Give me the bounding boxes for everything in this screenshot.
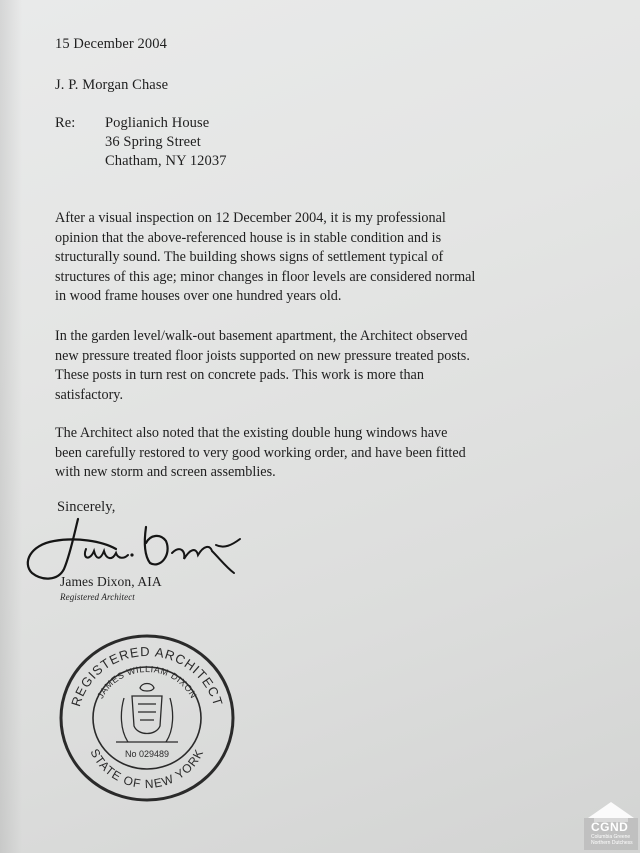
paragraph-line: After a visual inspection on 12 December 2004, it is my professional <box>55 210 446 226</box>
re-label: Re: <box>55 115 76 131</box>
paragraph-windows <box>55 424 525 483</box>
paragraph-inspection <box>55 209 525 307</box>
paragraph-basement <box>55 327 525 405</box>
seal-outer-text: REGISTERED ARCHITECT <box>68 643 226 709</box>
paragraph-line: In the garden level/walk-out basement apartment, the Architect observed <box>55 328 468 344</box>
architect-seal <box>56 630 238 802</box>
paragraph-line: with new storm and screen assemblies. <box>55 464 276 481</box>
signer-name: James Dixon, AIA <box>60 574 162 589</box>
paragraph-line: opinion that the above-referenced house is in stable condition and is <box>55 229 442 246</box>
address-line-1: Poglianich House <box>105 115 210 131</box>
seal-bottom-text: STATE OF NEW YORK <box>87 746 207 792</box>
address-line-3: Chatham, NY 12037 <box>105 153 227 169</box>
address-line-2: 36 Spring Street <box>105 134 201 150</box>
state-coat-of-arms-icon <box>116 684 178 743</box>
watermark-line-1: Columbia Greene <box>591 834 631 840</box>
paragraph-line: structures of this age; minor changes in floor levels are considered normal <box>55 268 476 285</box>
paragraph-line: been carefully restored to very good working order, and have been fitted <box>55 444 466 461</box>
paragraph-line: These posts in turn rest on concrete pads. This work is more than <box>55 367 424 384</box>
paragraph-line: satisfactory. <box>55 386 124 403</box>
letter-recipient: J. P. Morgan Chase <box>55 77 169 93</box>
seal-inner-text: JAMES WILLIAM DIXON <box>95 663 199 701</box>
watermark-line-2: Northern Dutchess <box>591 840 633 846</box>
paragraph-line: new pressure treated floor joists supported on new pressure treated posts. <box>55 347 470 364</box>
watermark-brand: CGND <box>591 820 629 834</box>
paragraph-line: in wood frame houses over one hundred years old. <box>55 288 342 305</box>
letter-closing: Sincerely, <box>57 499 116 515</box>
page-shadow <box>0 0 22 853</box>
signer-title: Registered Architect <box>60 592 135 602</box>
letter-date: 15 December 2004 <box>55 36 167 52</box>
paragraph-line: The Architect also noted that the existing double hung windows have <box>55 425 448 441</box>
seal-license-number: No 029489 <box>124 749 170 759</box>
paragraph-line: structurally sound. The building shows signs of settlement typical of <box>55 249 444 266</box>
